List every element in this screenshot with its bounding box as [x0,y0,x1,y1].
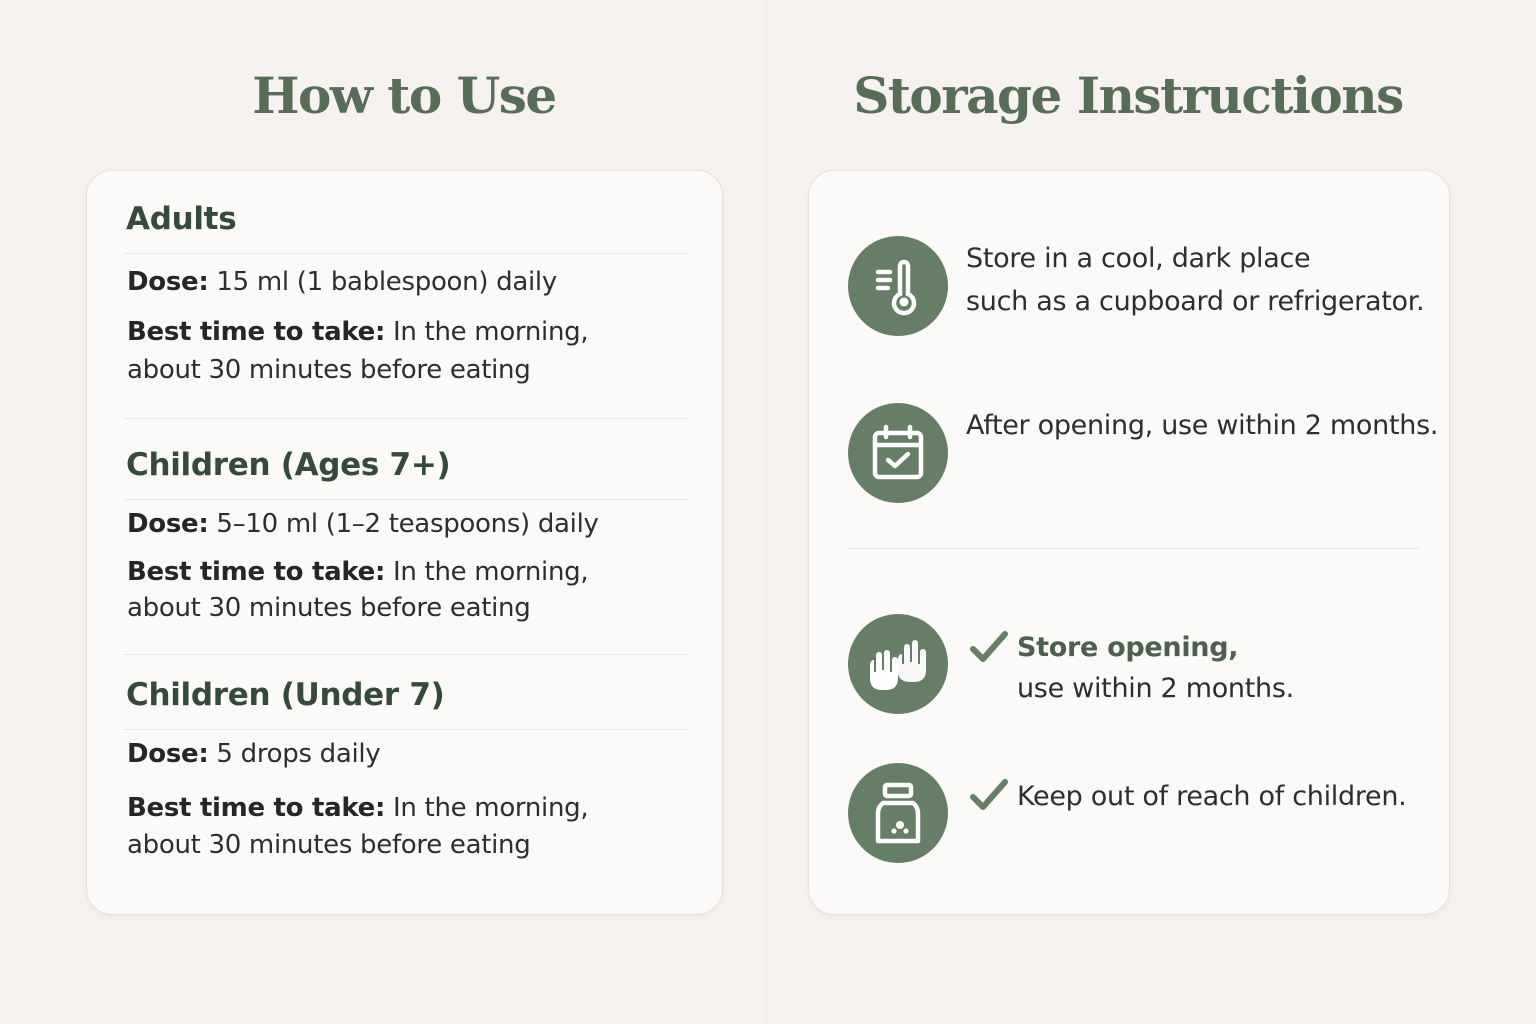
children-under-7-heading: Children (Under 7) [126,677,445,713]
adults-heading: Adults [126,201,237,237]
dose-label: Dose: [127,509,209,539]
storage-item-store-opening [1017,627,1294,709]
storage-text-line: such as a cupboard or refrigerator. [966,286,1425,317]
children-7-plus-heading: Children (Ages 7+) [126,447,451,483]
divider [123,499,689,500]
section-divider [848,548,1420,549]
storage-item-after-opening: After opening, use within 2 months. [966,410,1439,441]
children-under-7-dose [127,739,380,769]
best-time-value: In the morning, [393,557,589,587]
thermometer-icon [848,236,948,336]
children-7-plus-best-time [127,557,588,587]
divider [123,729,689,730]
storage-item-cool-dark [966,237,1424,323]
dose-value: 5–10 ml (1–2 teaspoons) daily [216,509,599,539]
section-divider [123,654,689,655]
storage-text-line: use within 2 months. [1017,673,1294,704]
storage-text-line: Store opening, [1017,632,1239,663]
how-to-use-card [86,170,723,915]
check-icon [969,777,1009,813]
best-time-label: Best time to take: [127,557,386,587]
adults-best-time [127,317,588,347]
hands-icon [848,614,948,714]
calendar-check-icon [848,403,948,503]
children-under-7-best-time [127,793,588,823]
how-to-use-title: How to Use [252,66,556,125]
adults-dose [127,267,557,297]
best-time-value: In the morning, [393,317,589,347]
dose-label: Dose: [127,267,209,297]
children-under-7-best-time-cont: about 30 minutes before eating [127,830,531,860]
adults-best-time-cont: about 30 minutes before eating [127,355,531,385]
storage-instructions-card [808,170,1450,915]
section-divider [123,418,689,419]
storage-text-line: Store in a cool, dark place [966,243,1311,274]
check-icon [969,629,1009,665]
best-time-label: Best time to take: [127,317,386,347]
children-7-plus-dose [127,509,599,539]
storage-item-keep-out-of-reach: Keep out of reach of children. [1017,781,1407,812]
best-time-label: Best time to take: [127,793,386,823]
storage-instructions-title: Storage Instructions [853,66,1403,125]
dose-label: Dose: [127,739,209,769]
column-divider [766,0,767,1024]
children-7-plus-best-time-cont: about 30 minutes before eating [127,593,531,623]
dose-value: 15 ml (1 bablespoon) daily [216,267,557,297]
dose-value: 5 drops daily [216,739,381,769]
bottle-icon [848,763,948,863]
divider [123,253,689,254]
best-time-value: In the morning, [393,793,589,823]
